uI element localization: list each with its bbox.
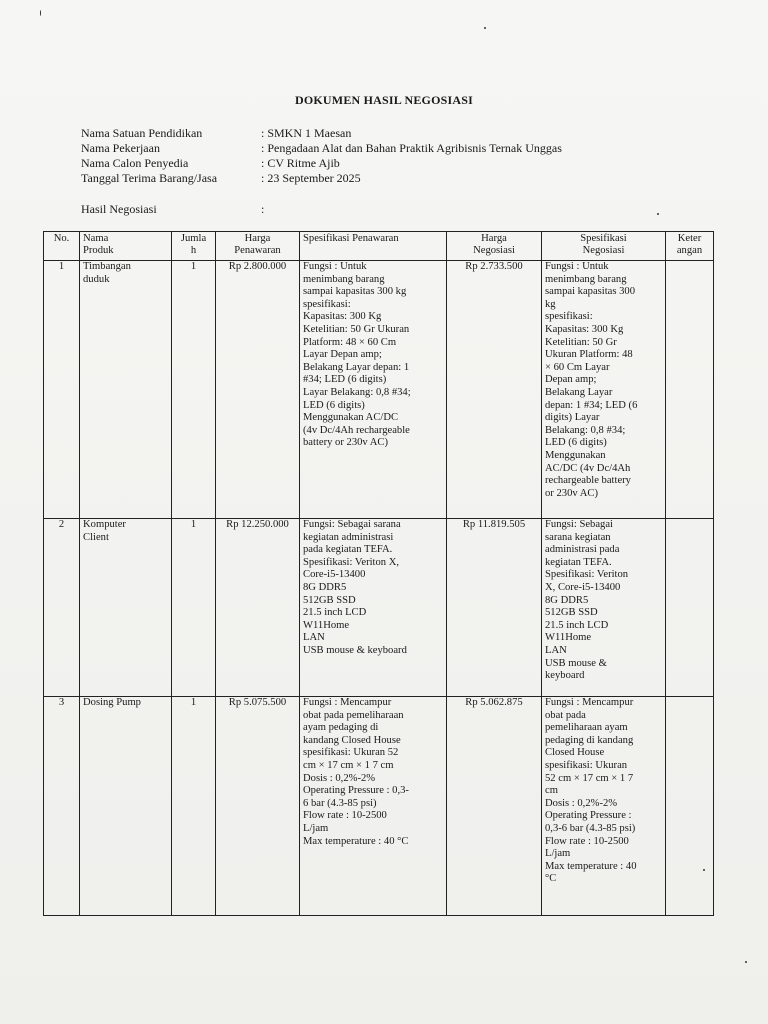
cell-spesifikasi-negosiasi: Fungsi: Sebagai sarana kegiatan administrasi pada kegiatan TEFA. Spesifikasi: Veriton X, Core-i5-13400 8G DDR5 512GB SSD 21.5 inch LCD W11Home LAN USB mouse & keyboard xyxy=(542,519,666,697)
meta-label: Nama Satuan Pendidikan xyxy=(81,126,203,140)
meta-row-satuan xyxy=(81,126,562,141)
cell-keterangan xyxy=(666,261,714,519)
cell-no: 3 xyxy=(44,697,80,916)
scan-speck xyxy=(745,961,747,963)
document-title: DOKUMEN HASIL NEGOSIASI xyxy=(295,93,473,107)
negotiation-table xyxy=(43,231,714,916)
meta-label: Tanggal Terima Barang/Jasa xyxy=(81,171,218,185)
scan-speck xyxy=(484,27,486,29)
cell-spesifikasi-negosiasi: Fungsi : Untuk menimbang barang sampai kapasitas 300 kg spesifikasi: Kapasitas: 300 Kg Ketelitian: 50 Gr Ukuran Platform: 48 × 60 Cm Layar Depan amp; Belakang Layar depan: 1 #34; LED (6 digits) Layar Belakang: 0,8 #34; LED (6 digits) Menggunakan AC/DC (4v Dc/4Ah rechargeable battery or 230v AC) xyxy=(542,261,666,519)
meta-value: : 23 September 2025 xyxy=(261,171,361,185)
header-keterangan: Keter angan xyxy=(666,232,714,261)
scan-speck xyxy=(703,869,705,871)
meta-value: : CV Ritme Ajib xyxy=(261,156,340,170)
cell-harga-negosiasi: Rp 5.062.875 xyxy=(447,697,542,916)
header-harga-penawaran: Harga Penawaran xyxy=(216,232,300,261)
hasil-negosiasi-colon: : xyxy=(261,202,265,216)
cell-jumlah: 1 xyxy=(172,697,216,916)
cell-jumlah: 1 xyxy=(172,261,216,519)
cell-nama-produk: Dosing Pump xyxy=(80,697,172,916)
cell-jumlah: 1 xyxy=(172,519,216,697)
meta-value: : Pengadaan Alat dan Bahan Praktik Agribisnis Ternak Unggas xyxy=(261,141,562,155)
header-spesifikasi-negosiasi: Spesifikasi Negosiasi xyxy=(542,232,666,261)
cell-keterangan xyxy=(666,697,714,916)
meta-value: : SMKN 1 Maesan xyxy=(261,126,352,140)
table-row xyxy=(44,697,714,916)
cell-spesifikasi-penawaran: Fungsi: Sebagai sarana kegiatan administrasi pada kegiatan TEFA. Spesifikasi: Veriton X, Core-i5-13400 8G DDR5 512GB SSD 21.5 inch LCD W11Home LAN USB mouse & keyboard xyxy=(300,519,447,697)
cell-harga-penawaran: Rp 5.075.500 xyxy=(216,697,300,916)
table-header-row xyxy=(44,232,714,261)
meta-row-pekerjaan xyxy=(81,141,562,156)
cell-harga-penawaran: Rp 12.250.000 xyxy=(216,519,300,697)
cell-keterangan xyxy=(666,519,714,697)
cell-no: 1 xyxy=(44,261,80,519)
meta-row-penyedia xyxy=(81,156,562,171)
cell-nama-produk: Timbangan duduk xyxy=(80,261,172,519)
cell-no: 2 xyxy=(44,519,80,697)
table-row xyxy=(44,261,714,519)
header-harga-negosiasi: Harga Negosiasi xyxy=(447,232,542,261)
cell-harga-negosiasi: Rp 2.733.500 xyxy=(447,261,542,519)
hasil-negosiasi-label-row xyxy=(81,202,264,217)
header-nama-produk: Nama Produk xyxy=(80,232,172,261)
cell-harga-negosiasi: Rp 11.819.505 xyxy=(447,519,542,697)
hasil-negosiasi-label: Hasil Negosiasi xyxy=(81,202,157,216)
header-spesifikasi-penawaran: Spesifikasi Penawaran xyxy=(300,232,447,261)
cell-spesifikasi-negosiasi: Fungsi : Mencampur obat pada pemeliharaan ayam pedaging di kandang Closed House spesifikasi: Ukuran 52 cm × 17 cm × 1 7 cm Dosis : 0,2%-2% Operating Pressure : 0,3-6 bar (4.3-85 psi) Flow rate : 10-2500 L/jam Max temperature : 40 °C xyxy=(542,697,666,916)
header-jumlah: Jumla h xyxy=(172,232,216,261)
header-no: No. xyxy=(44,232,80,261)
scan-speck xyxy=(40,10,41,16)
meta-row-tanggal xyxy=(81,171,562,186)
meta-label: Nama Calon Penyedia xyxy=(81,156,189,170)
cell-nama-produk: Komputer Client xyxy=(80,519,172,697)
meta-label: Nama Pekerjaan xyxy=(81,141,160,155)
scan-speck xyxy=(657,213,659,215)
cell-harga-penawaran: Rp 2.800.000 xyxy=(216,261,300,519)
document-meta xyxy=(81,126,562,186)
cell-spesifikasi-penawaran: Fungsi : Mencampur obat pada pemeliharaan ayam pedaging di kandang Closed House spesifikasi: Ukuran 52 cm × 17 cm × 1 7 cm Dosis : 0,2%-2% Operating Pressure : 0,3- 6 bar (4.3-85 psi) Flow rate : 10-2500 L/jam Max temperature : 40 °C xyxy=(300,697,447,916)
table-row xyxy=(44,519,714,697)
cell-spesifikasi-penawaran: Fungsi : Untuk menimbang barang sampai kapasitas 300 kg spesifikasi: Kapasitas: 300 Kg Ketelitian: 50 Gr Ukuran Platform: 48 × 60 Cm Layar Depan amp; Belakang Layar depan: 1 #34; LED (6 digits) Layar Belakang: 0,8 #34; LED (6 digits) Menggunakan AC/DC (4v Dc/4Ah rechargeable battery or 230v AC) xyxy=(300,261,447,519)
